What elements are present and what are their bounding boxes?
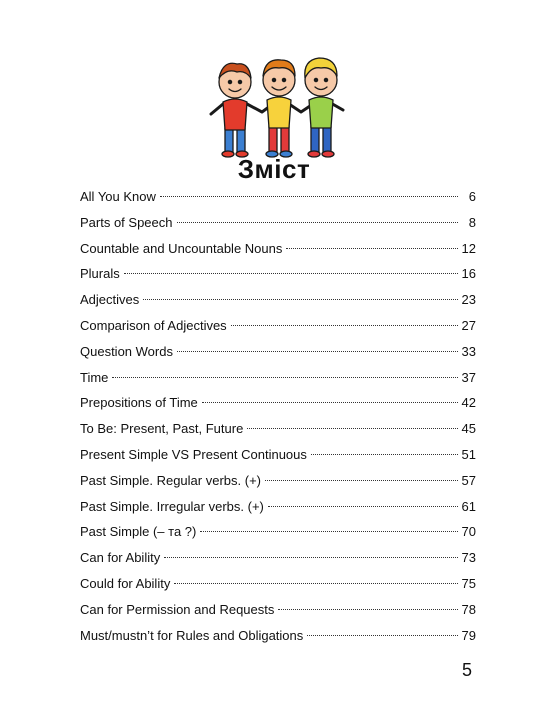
dot-leader xyxy=(112,377,457,378)
dot-leader xyxy=(268,506,458,507)
dot-leader xyxy=(143,299,457,300)
toc-entry-title: Past Simple (– та ?) xyxy=(80,524,197,540)
toc-entry-page: 70 xyxy=(461,524,476,540)
dot-leader xyxy=(307,635,457,636)
toc-entry-title: Can for Permission and Requests xyxy=(80,601,275,617)
dot-leader xyxy=(286,248,457,249)
toc-entry-page: 45 xyxy=(461,421,476,437)
toc-entry[interactable] xyxy=(80,261,476,287)
toc-entry-page: 73 xyxy=(461,550,476,566)
toc-entry[interactable] xyxy=(80,236,476,262)
toc-entry-title: Time xyxy=(80,369,109,385)
toc-entry-title: Present Simple VS Present Continuous xyxy=(80,446,307,462)
toc-entry-page: 16 xyxy=(461,266,476,282)
page-number: 5 xyxy=(462,660,473,680)
toc-entry-page: 27 xyxy=(461,317,476,333)
toc-entry-title: Question Words xyxy=(80,343,173,359)
toc-entry[interactable] xyxy=(80,571,476,597)
toc-entry-title: Can for Ability xyxy=(80,550,161,566)
toc-entry[interactable] xyxy=(80,390,476,416)
toc-entry-title: Comparison of Adjectives xyxy=(80,317,227,333)
toc-entry-title: Prepositions of Time xyxy=(80,395,198,411)
dot-leader xyxy=(278,609,457,610)
dot-leader xyxy=(177,351,458,352)
toc-entry[interactable] xyxy=(80,494,476,520)
toc-entry-page: 23 xyxy=(461,292,476,308)
toc-entry-page: 33 xyxy=(461,343,476,359)
toc-entry-title: Adjectives xyxy=(80,292,140,308)
toc-entry[interactable] xyxy=(80,339,476,365)
toc-entry-page: 8 xyxy=(468,214,476,230)
dot-leader xyxy=(231,325,458,326)
toc-entry[interactable] xyxy=(80,442,476,468)
toc-entry-page: 75 xyxy=(461,575,476,591)
toc-entry-title: Must/mustn’t for Rules and Obligations xyxy=(80,627,304,643)
dot-leader xyxy=(124,273,458,274)
toc-entry-page: 51 xyxy=(461,446,476,462)
toc-entry-page: 79 xyxy=(461,627,476,643)
dot-leader xyxy=(247,428,457,429)
dot-leader xyxy=(200,531,457,532)
toc-entry[interactable] xyxy=(80,313,476,339)
toc-entry-page: 37 xyxy=(461,369,476,385)
table-of-contents xyxy=(80,184,476,648)
dot-leader xyxy=(160,196,458,197)
toc-entry-title: All You Know xyxy=(80,189,156,204)
toc-entry-title: Past Simple. Irregular verbs. (+) xyxy=(80,498,264,514)
toc-entry[interactable] xyxy=(80,416,476,442)
dot-leader xyxy=(202,402,458,403)
toc-entry-page: 42 xyxy=(461,395,476,411)
children-illustration xyxy=(207,52,347,162)
child-middle xyxy=(263,60,295,157)
toc-entry-page: 61 xyxy=(461,498,476,514)
toc-entry[interactable] xyxy=(80,365,476,391)
toc-entry[interactable] xyxy=(80,519,476,545)
toc-entry-title: Could for Ability xyxy=(80,575,171,591)
dot-leader xyxy=(164,557,457,558)
toc-entry[interactable] xyxy=(80,468,476,494)
child-right xyxy=(305,58,337,157)
toc-entry-page: 78 xyxy=(461,601,476,617)
toc-entry[interactable] xyxy=(80,210,476,236)
toc-entry-page: 6 xyxy=(468,189,476,204)
child-left xyxy=(219,63,251,157)
toc-entry[interactable] xyxy=(80,545,476,571)
toc-entry-page: 12 xyxy=(461,240,476,256)
toc-entry-title: Plurals xyxy=(80,266,120,282)
dot-leader xyxy=(311,454,458,455)
toc-entry[interactable] xyxy=(80,623,476,649)
toc-entry-title: Countable and Uncountable Nouns xyxy=(80,240,283,256)
toc-entry-title: Parts of Speech xyxy=(80,214,173,230)
toc-entry[interactable] xyxy=(80,184,476,210)
page-title: Зміст xyxy=(237,154,311,184)
dot-leader xyxy=(265,480,458,481)
dot-leader xyxy=(174,583,457,584)
toc-entry-title: Past Simple. Regular verbs. (+) xyxy=(80,472,261,488)
dot-leader xyxy=(177,222,459,223)
toc-entry-title: To Be: Present, Past, Future xyxy=(80,421,244,437)
toc-entry[interactable] xyxy=(80,287,476,313)
toc-entry[interactable] xyxy=(80,597,476,623)
toc-entry-page: 57 xyxy=(461,472,476,488)
